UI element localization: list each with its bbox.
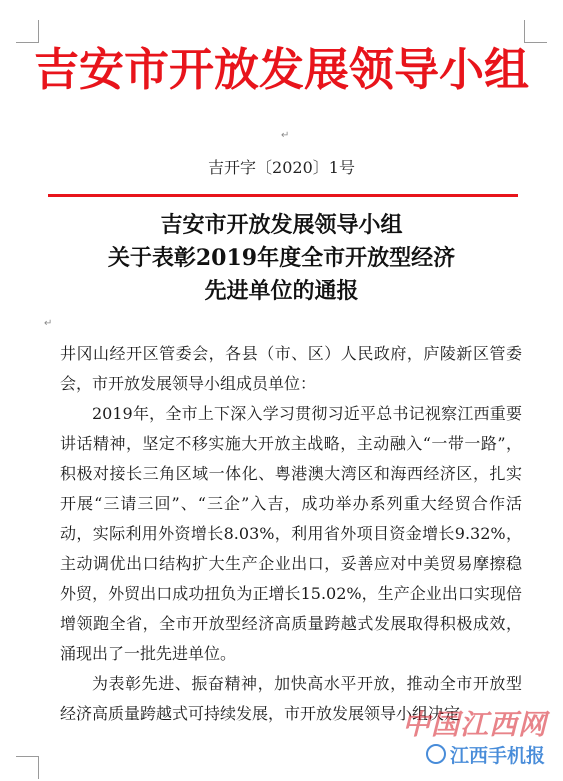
heading-line-2: 关于表彰2019年度全市开放型经济 xyxy=(107,245,456,271)
watermark xyxy=(393,703,553,773)
heading-line-1: 吉安市开放发展领导小组 xyxy=(160,212,403,238)
heading-line-3: 先进单位的通报 xyxy=(204,278,359,304)
crop-mark-bottom-left xyxy=(16,756,39,779)
watermark-top-text: 中国江西网 xyxy=(401,708,547,741)
addressee: 井冈山经开区管委会，各县（市、区）人民政府，庐陵新区管委会，市开放发展领导小组成员单位： xyxy=(60,344,522,393)
document-body xyxy=(60,339,522,729)
red-separator-line xyxy=(48,194,518,197)
paragraph-mark: ↵ xyxy=(281,130,290,141)
org-title: 吉安市开放发展领导小组 xyxy=(33,43,529,96)
paragraph-mark: ↵ xyxy=(44,318,53,329)
paragraph-2: 为表彰先进、振奋精神，加快高水平开放，推动全市开放型经济高质量跨越式可持续发展，市开放发展领导小组决定 xyxy=(60,674,522,723)
paragraph-1: 2019年，全市上下深入学习贯彻习近平总书记视察江西重要讲话精神，坚定不移实施大开放主战略，主动融入“一带一路”，积极对接长三角区域一体化、粤港澳大湾区和海西经济区，扎实开展“三请三回”、“三企”入吉，成功举办系列重大经贸合作活动，实际利用外资增长8.03%，利用省外项目资金增长9.32%，主动调优出口结构扩大生产企业出口，妥善应对中美贸易摩擦稳外贸，外贸出口成功扭负为正增长15.02%，生产企业出口实现倍增领跑全省，全市开放型经济高质量跨越式发展取得积极成效，涌现出了一批先进单位。 xyxy=(60,404,522,663)
watermark-bottom-text: 江西手机报 xyxy=(449,744,545,767)
document-heading xyxy=(0,209,563,308)
watermark-bottom xyxy=(418,741,553,767)
document-number: 吉开字〔2020〕1号 xyxy=(208,158,355,177)
watermark-logo-icon xyxy=(426,744,446,764)
